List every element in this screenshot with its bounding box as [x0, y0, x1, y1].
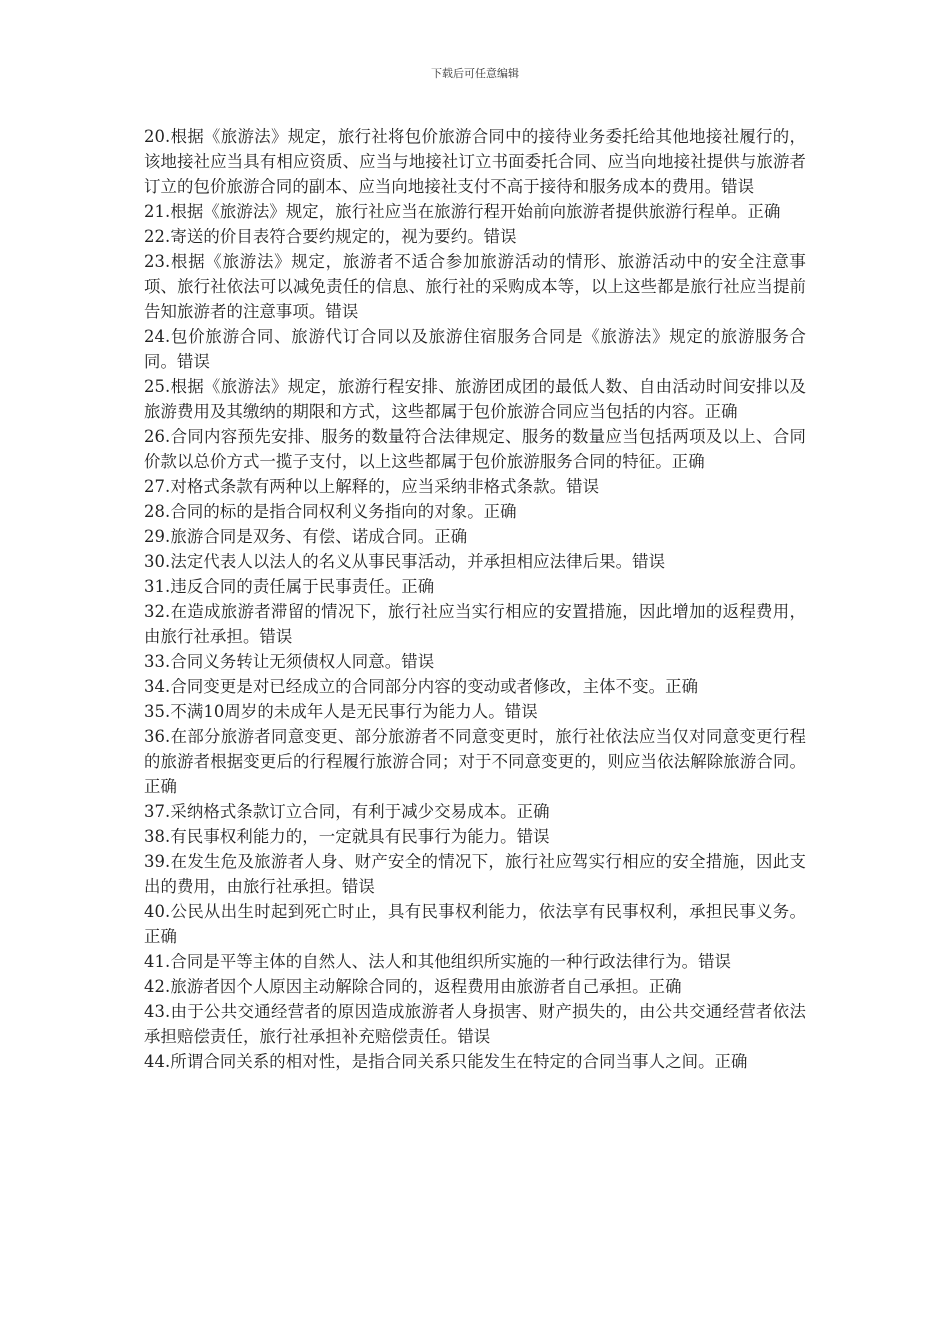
question-item-25: 25.根据《旅游法》规定，旅游行程安排、旅游团成团的最低人数、自由活动时间安排以及旅游费用及其缴纳的期限和方式，这些都属于包价旅游合同应当包括的内容。正确 [144, 377, 806, 421]
question-item-44: 44.所谓合同关系的相对性，是指合同关系只能发生在特定的合同当事人之间。正确 [144, 1052, 748, 1071]
question-list [144, 124, 806, 1074]
question-item-21: 21.根据《旅游法》规定，旅行社应当在旅游行程开始前向旅游者提供旅游行程单。正确 [144, 202, 781, 221]
question-item-33: 33.合同义务转让无须债权人同意。错误 [144, 652, 435, 671]
question-item-43: 43.由于公共交通经营者的原因造成旅游者人身损害、财产损失的，由公共交通经营者依法承担赔偿责任，旅行社承担补充赔偿责任。错误 [144, 1002, 806, 1046]
question-item-27: 27.对格式条款有两种以上解释的，应当采纳非格式条款。错误 [144, 477, 600, 496]
question-item-37: 37.采纳格式条款订立合同，有利于减少交易成本。正确 [144, 802, 550, 821]
question-item-31: 31.违反合同的责任属于民事责任。正确 [144, 577, 435, 596]
question-item-34: 34.合同变更是对已经成立的合同部分内容的变动或者修改，主体不变。正确 [144, 677, 699, 696]
question-item-23: 23.根据《旅游法》规定，旅游者不适合参加旅游活动的情形、旅游活动中的安全注意事项、旅行社依法可以减免责任的信息、旅行社的采购成本等，以上这些都是旅行社应当提前告知旅游者的注意事项。错误 [144, 252, 806, 321]
question-item-36: 36.在部分旅游者同意变更、部分旅游者不同意变更时，旅行社依法应当仅对同意变更行程的旅游者根据变更后的行程履行旅游合同；对于不同意变更的，则应当依法解除旅游合同。正确 [144, 727, 806, 796]
question-item-26: 26.合同内容预先安排、服务的数量符合法律规定、服务的数量应当包括两项及以上、合同价款以总价方式一揽子支付，以上这些都属于包价旅游服务合同的特征。正确 [144, 427, 806, 471]
question-item-32: 32.在造成旅游者滞留的情况下，旅行社应当实行相应的安置措施，因此增加的返程费用，由旅行社承担。错误 [144, 602, 806, 646]
question-item-30: 30.法定代表人以法人的名义从事民事活动，并承担相应法律后果。错误 [144, 552, 666, 571]
question-item-22: 22.寄送的价目表符合要约规定的，视为要约。错误 [144, 227, 517, 246]
question-item-42: 42.旅游者因个人原因主动解除合同的，返程费用由旅游者自己承担。正确 [144, 977, 682, 996]
question-item-20: 20.根据《旅游法》规定，旅行社将包价旅游合同中的接待业务委托给其他地接社履行的，该地接社应当具有相应资质、应当与地接社订立书面委托合同、应当向地接社提供与旅游者订立的包价旅游合同的副本、应当向地接社支付不高于接待和服务成本的费用。错误 [144, 127, 806, 196]
question-item-40: 40.公民从出生时起到死亡时止，具有民事权利能力，依法享有民事权利，承担民事义务。正确 [144, 902, 806, 946]
question-item-39: 39.在发生危及旅游者人身、财产安全的情况下，旅行社应驾实行相应的安全措施，因此支出的费用，由旅行社承担。错误 [144, 852, 806, 896]
question-item-35: 35.不满10周岁的未成年人是无民事行为能力人。错误 [144, 702, 538, 721]
question-item-29: 29.旅游合同是双务、有偿、诺成合同。正确 [144, 527, 468, 546]
question-item-28: 28.合同的标的是指合同权利义务指向的对象。正确 [144, 502, 517, 521]
question-item-41: 41.合同是平等主体的自然人、法人和其他组织所实施的一种行政法律行为。错误 [144, 952, 732, 971]
page-header: 下载后可任意编辑 [431, 67, 519, 80]
question-item-38: 38.有民事权利能力的，一定就具有民事行为能力。错误 [144, 827, 550, 846]
question-item-24: 24.包价旅游合同、旅游代订合同以及旅游住宿服务合同是《旅游法》规定的旅游服务合同。错误 [144, 327, 806, 371]
